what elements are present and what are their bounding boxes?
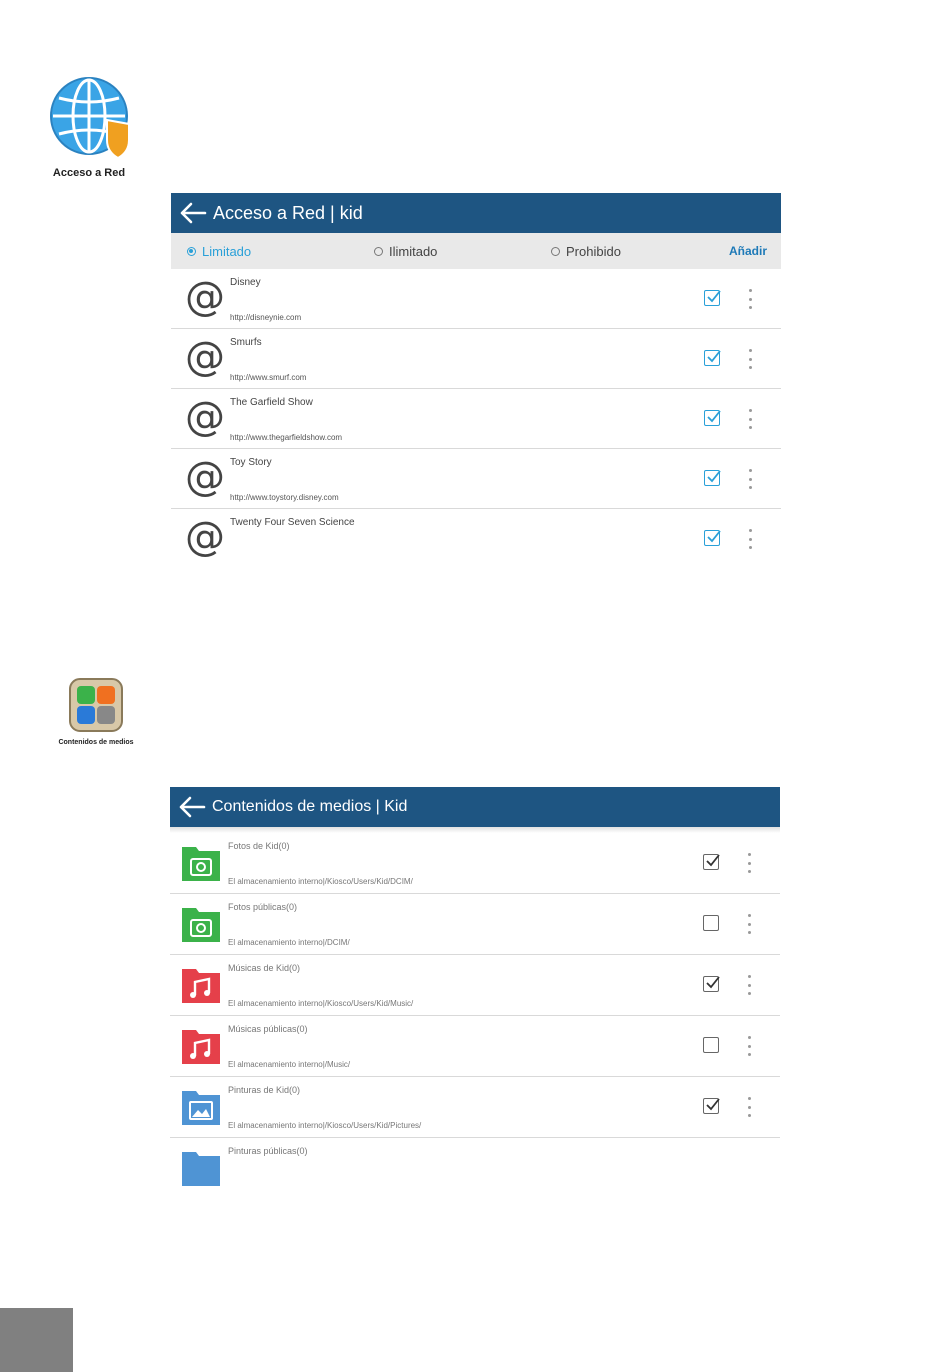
site-url: http://www.thegarfieldshow.com	[230, 433, 343, 442]
back-arrow-icon[interactable]	[179, 202, 207, 224]
music-folder-icon	[182, 1026, 220, 1064]
photo-folder-icon	[182, 904, 220, 942]
list-item[interactable]	[171, 449, 781, 509]
media-path: El almacenamiento interno|/Music/	[228, 1060, 351, 1069]
site-checkbox[interactable]	[704, 350, 720, 366]
site-checkbox[interactable]	[704, 290, 720, 306]
panel-title: Acceso a Red | kid	[213, 202, 363, 223]
access-mode-tabs	[171, 233, 781, 269]
overflow-menu-icon[interactable]	[747, 1097, 751, 1117]
overflow-menu-icon[interactable]	[748, 289, 752, 309]
tab-label: Ilimitado	[389, 243, 438, 259]
at-icon: @	[185, 274, 225, 320]
overflow-menu-icon[interactable]	[747, 1036, 751, 1056]
radio-icon	[551, 247, 560, 256]
overflow-menu-icon[interactable]	[747, 853, 751, 873]
tab-label: Limitado	[202, 243, 252, 259]
at-icon: @	[185, 514, 225, 560]
back-arrow-icon[interactable]	[178, 796, 206, 818]
media-name: Músicas públicas(0)	[228, 1024, 308, 1034]
media-path: El almacenamiento interno|/Kiosco/Users/Kid/Pictures/	[228, 1121, 422, 1130]
list-item[interactable]	[170, 1016, 780, 1077]
media-path: El almacenamiento interno|/Kiosco/Users/Kid/Music/	[228, 999, 414, 1008]
tab-prohibido[interactable]	[551, 244, 621, 259]
site-name: Disney	[230, 277, 261, 288]
radio-selected-icon	[187, 247, 196, 256]
panel-header	[171, 193, 781, 233]
panel-title: Contenidos de medios | Kid	[212, 798, 408, 815]
media-apps-icon	[69, 678, 123, 732]
globe-shield-icon	[49, 76, 129, 160]
network-access-panel	[171, 193, 781, 560]
at-icon: @	[185, 454, 225, 500]
site-checkbox[interactable]	[704, 530, 720, 546]
picture-folder-icon	[182, 1087, 220, 1125]
list-item[interactable]	[171, 389, 781, 449]
list-item[interactable]	[170, 955, 780, 1016]
tab-label: Prohibido	[566, 243, 621, 259]
site-url: http://www.smurf.com	[230, 373, 307, 382]
media-checkbox[interactable]	[703, 1037, 719, 1053]
site-name: Twenty Four Seven Science	[230, 517, 355, 528]
media-name: Fotos públicas(0)	[228, 902, 298, 912]
overflow-menu-icon[interactable]	[747, 914, 751, 934]
network-access-label: Acceso a Red	[52, 167, 126, 179]
site-checkbox[interactable]	[704, 470, 720, 486]
radio-icon	[374, 247, 383, 256]
site-url: http://www.toystory.disney.com	[230, 493, 339, 502]
list-item[interactable]	[171, 509, 781, 568]
overflow-menu-icon[interactable]	[747, 975, 751, 995]
photo-folder-icon	[182, 843, 220, 881]
picture-folder-icon	[182, 1148, 220, 1186]
media-path: El almacenamiento interno|/Kiosco/Users/Kid/DCIM/	[228, 877, 413, 886]
media-checkbox[interactable]	[703, 1098, 719, 1114]
media-name: Fotos de Kid(0)	[228, 841, 290, 851]
site-checkbox[interactable]	[704, 410, 720, 426]
site-name: The Garfield Show	[230, 397, 313, 408]
add-button[interactable]: Añadir	[728, 244, 767, 258]
at-icon: @	[185, 394, 225, 440]
list-item[interactable]	[170, 1138, 780, 1198]
media-contents-panel	[170, 787, 780, 1156]
media-name: Pinturas de Kid(0)	[228, 1085, 301, 1095]
site-url: http://disneynie.com	[230, 313, 302, 322]
list-item[interactable]	[171, 329, 781, 389]
media-name: Músicas de Kid(0)	[228, 963, 301, 973]
tab-ilimitado[interactable]	[374, 244, 437, 259]
media-checkbox[interactable]	[703, 854, 719, 870]
media-checkbox[interactable]	[703, 915, 719, 931]
media-name: Pinturas públicas(0)	[228, 1146, 308, 1156]
media-contents-label: Contenidos de medios	[58, 739, 134, 746]
music-folder-icon	[182, 965, 220, 1003]
list-item[interactable]	[171, 269, 781, 329]
list-item[interactable]	[170, 833, 780, 894]
overflow-menu-icon[interactable]	[748, 469, 752, 489]
network-access-app[interactable]	[44, 76, 134, 179]
site-name: Smurfs	[230, 337, 262, 348]
site-name: Toy Story	[230, 457, 272, 468]
list-item[interactable]	[170, 894, 780, 955]
media-checkbox[interactable]	[703, 976, 719, 992]
overflow-menu-icon[interactable]	[748, 349, 752, 369]
media-path: El almacenamiento interno|/DCIM/	[228, 938, 350, 947]
at-icon: @	[185, 334, 225, 380]
overflow-menu-icon[interactable]	[748, 409, 752, 429]
panel-header	[170, 787, 780, 827]
page-corner-tab	[0, 1308, 73, 1372]
media-contents-app[interactable]	[46, 678, 146, 746]
tab-limitado[interactable]	[187, 244, 251, 259]
list-item[interactable]	[170, 1077, 780, 1138]
overflow-menu-icon[interactable]	[748, 529, 752, 549]
